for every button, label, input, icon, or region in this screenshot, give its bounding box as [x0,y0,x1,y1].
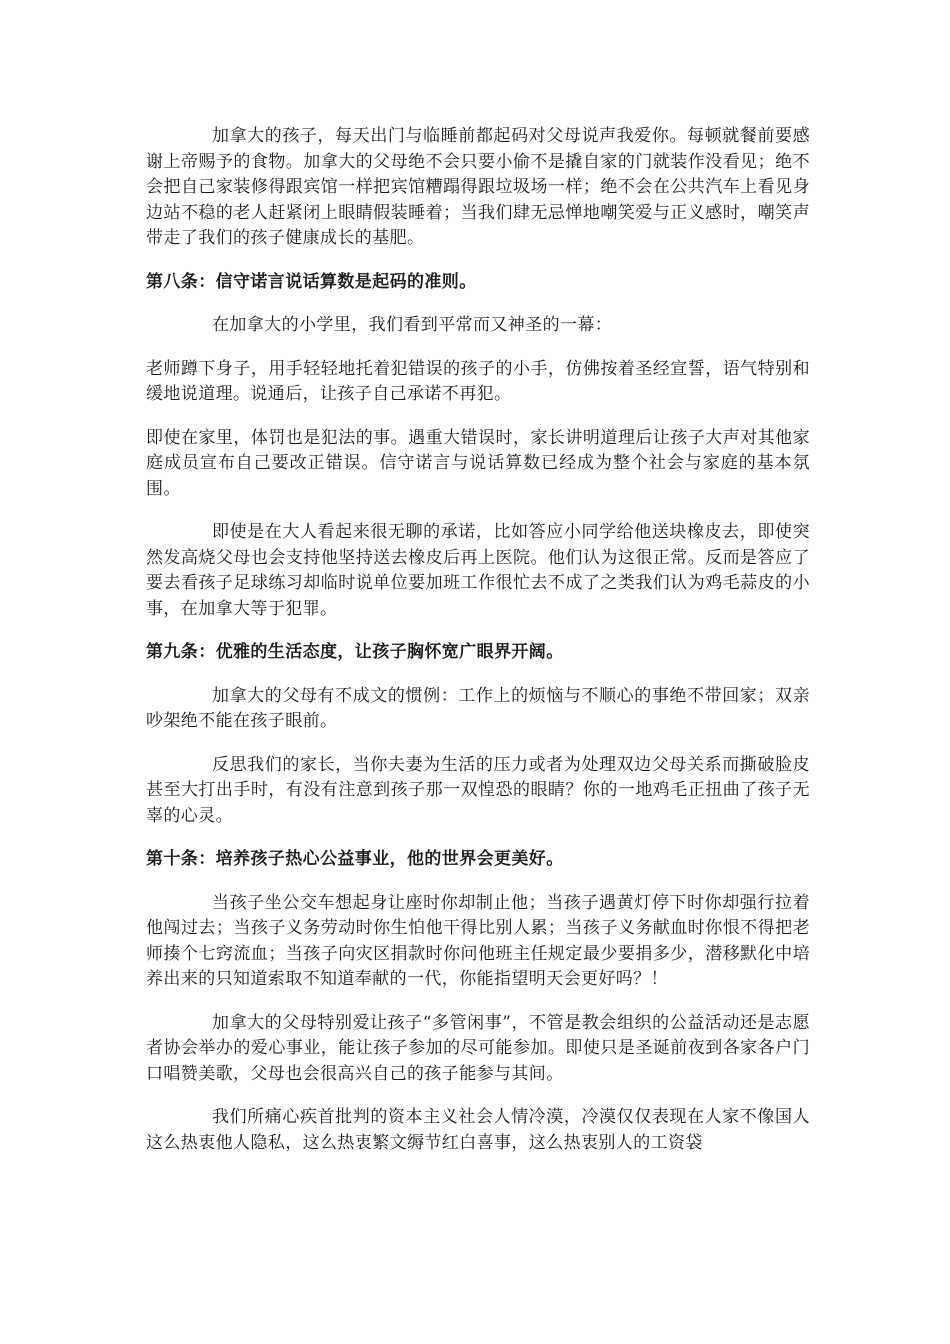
paragraph: 加拿大的孩子，每天出门与临睡前都起码对父母说声我爱你。每顿就餐前要感谢上帝赐予的食物。加拿大的父母绝不会只要小偷不是撬自家的门就装作没看见；绝不会把自己家装修得跟宾馆一样把宾馆糟蹋得跟垃圾场一样；绝不会在公共汽车上看见身边站不稳的老人赶紧闭上眼睛假装睡着；当我们肆无忌惮地嘲笑爱与正义感时，嘲笑声带走了我们的孩子健康成长的基肥。 [146,126,810,248]
paragraph: 加拿大的父母特别爱让孩子“多管闲事”，不管是教会组织的公益活动还是志愿者协会举办的爱心事业，能让孩子参加的尽可能参加。即使只是圣诞前夜到各家各户门口唱赞美歌，父母也会很高兴自己的孩子能参与其间。 [146,1012,810,1084]
document-body [146,124,810,1174]
paragraph: 当孩子坐公交车想起身让座时你却制止他；当孩子遇黄灯停下时你却强行拉着他闯过去；当孩子义务劳动时你生怕他干得比别人累；当孩子义务献血时你恨不得把老师揍个七窍流血；当孩子向灾区捐款时你问他班主任规定最少要捐多少，潜移默化中培养出来的只知道索取不知道奉献的一代，你能指望明天会更好吗？！ [146,892,810,989]
paragraph: 即使是在大人看起来很无聊的承诺，比如答应小同学给他送块橡皮去，即使突然发高烧父母也会支持他坚持送去橡皮后再上医院。他们认为这很正常。反而是答应了要去看孩子足球练习却临时说单位要加班工作很忙去不成了之类我们认为鸡毛蒜皮的小事，在加拿大等于犯罪。 [146,522,810,619]
section-heading-10: 第十条：培养孩子热心公益事业，他的世界会更美好。 [146,849,564,869]
section-heading-9: 第九条：优雅的生活态度，让孩子胸怀宽广眼界开阔。 [146,642,564,662]
paragraph: 即使在家里，体罚也是犯法的事。遇重大错误时，家长讲明道理后让孩子大声对其他家庭成员宣布自己要改正错误。信守诺言与说话算数已经成为整个社会与家庭的基本氛围。 [146,427,810,499]
paragraph: 反思我们的家长，当你夫妻为生活的压力或者为处理双边父母关系而撕破脸皮甚至大打出手时，有没有注意到孩子那一双惶恐的眼睛？你的一地鸡毛正扭曲了孩子无辜的心灵。 [146,754,810,826]
paragraph: 加拿大的父母有不成文的惯例：工作上的烦恼与不顺心的事绝不带回家；双亲吵架绝不能在孩子眼前。 [146,685,810,731]
paragraph: 在加拿大的小学里，我们看到平常而又神圣的一幕： [212,315,613,335]
section-heading-8: 第八条：信守诺言说话算数是起码的准则。 [146,271,477,292]
paragraph: 我们所痛心疾首批判的资本主义社会人情冷漠，冷漠仅仅表现在人家不像国人这么热衷他人隐私，这么热衷繁文缛节红白喜事，这么热衷别人的工资袋 [146,1107,810,1153]
paragraph: 老师蹲下身子，用手轻轻地托着犯错误的孩子的小手，仿佛按着圣经宣誓，语气特别和缓地说道理。说通后，让孩子自己承诺不再犯。 [146,358,810,404]
